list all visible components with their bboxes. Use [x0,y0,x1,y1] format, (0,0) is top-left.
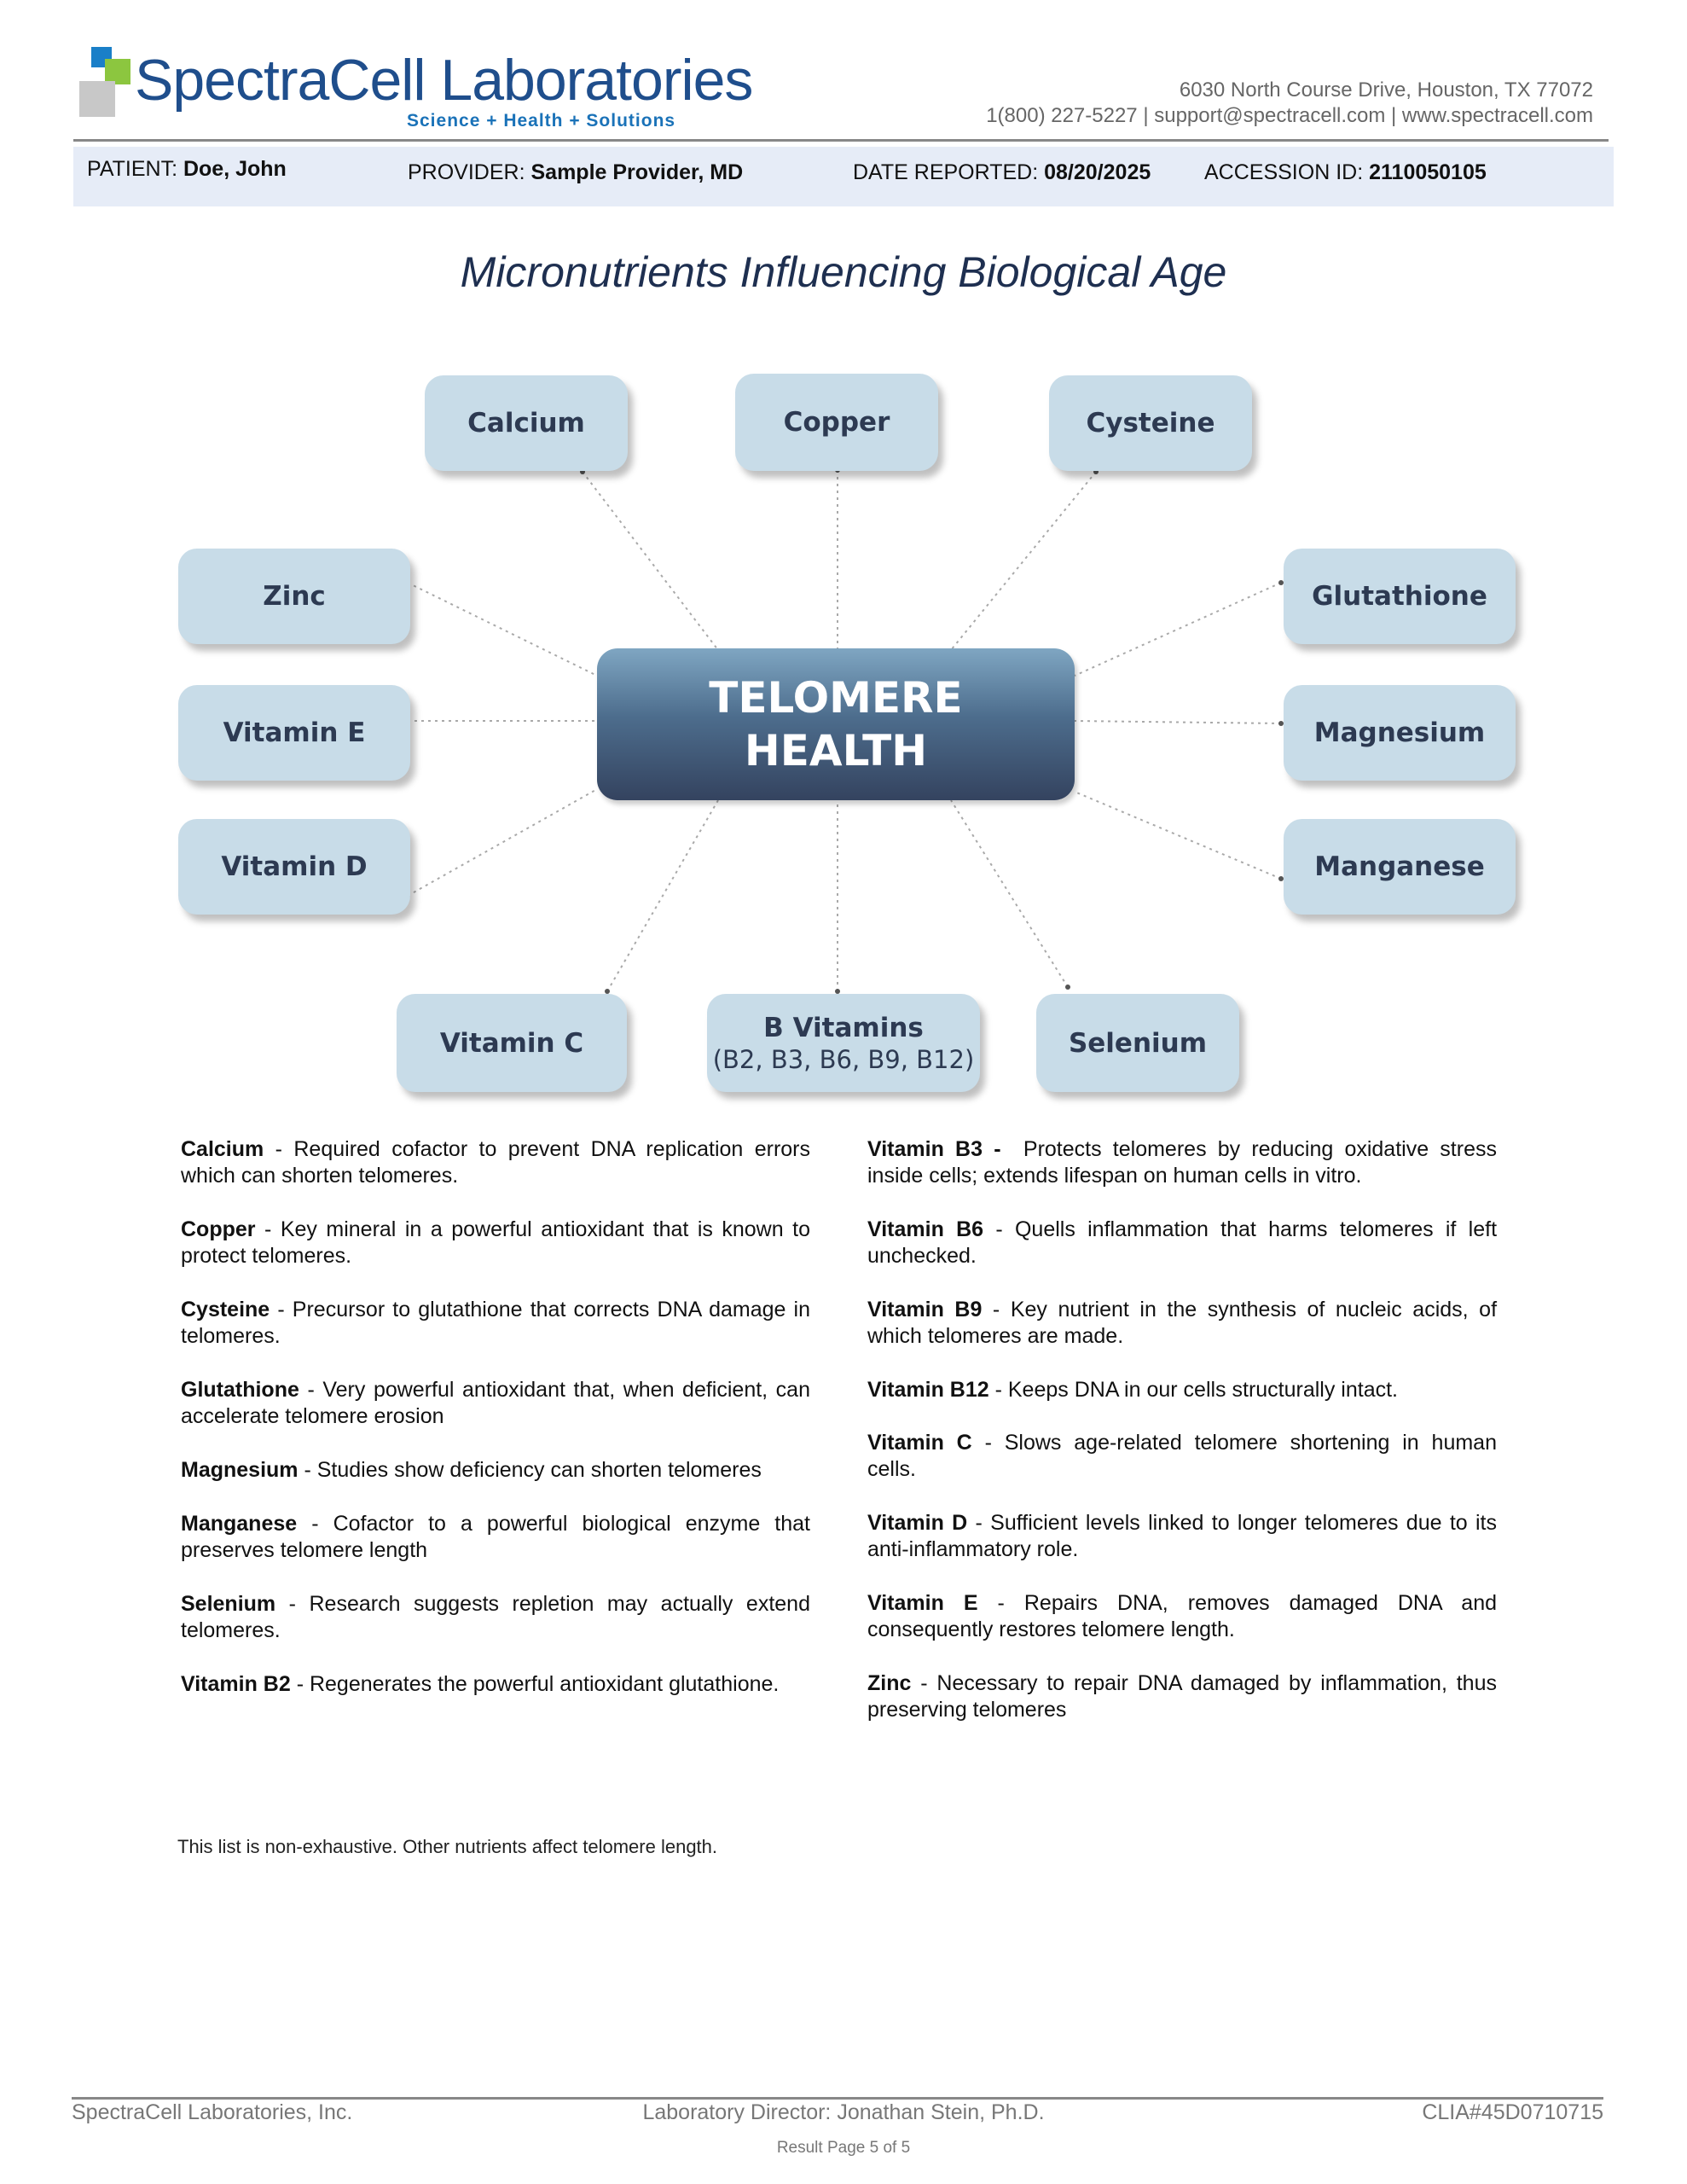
node-manganese: Manganese [1284,819,1516,915]
description-selenium: Selenium - Research suggests repletion may actually extend telomeres. [181,1592,810,1642]
description-vitamin-b2: Vitamin B2 - Regenerates the powerful antioxidant glutathione. [181,1672,780,1696]
description-vitamin-b6: Vitamin B6 - Quells inflammation that harms telomeres if left unchecked. [867,1217,1498,1268]
accession-id-label: ACCESSION ID: [1204,160,1364,184]
node-vitamin-e: Vitamin E [178,685,410,781]
provider-name: Sample Provider, MD [530,160,744,184]
description-magnesium: Magnesium - Studies show deficiency can shorten telomeres [181,1458,762,1482]
node-b-vitamins [707,994,980,1092]
patient-field [87,157,287,182]
footer-company: SpectraCell Laboratories, Inc. [72,2100,353,2124]
company-tagline: Science + Health + Solutions [407,111,676,131]
company-contact: 1(800) 227-5227 | support@spectracell.com | www.spectracell.com [986,104,1593,127]
provider-field [408,160,743,185]
node-copper: Copper [735,374,938,471]
footer-director: Laboratory Director: Jonathan Stein, Ph.D. [642,2100,1045,2124]
center-node-telomere-health [597,648,1075,800]
company-address: 6030 North Course Drive, Houston, TX 77072 [1179,78,1593,102]
description-calcium: Calcium - Required cofactor to prevent DNA replication errors which can shorten telomeres. [181,1137,810,1188]
date-reported-field [853,160,1151,185]
node-b-vitamins-list: (B2, B3, B6, B9, B12) [712,1044,975,1074]
accession-id-value: 2110050105 [1369,160,1487,184]
date-reported-value: 08/20/2025 [1044,160,1151,184]
patient-info-bar [73,147,1614,206]
description-zinc: Zinc - Necessary to repair DNA damaged by inflammation, thus preserving telomeres [867,1671,1497,1722]
node-magnesium: Magnesium [1284,685,1516,781]
description-vitamin-b9: Vitamin B9 - Key nutrient in the synthesis of nucleic acids, of which telomeres are made. [867,1298,1498,1348]
center-line-1: TELOMERE [709,673,963,723]
description-vitamin-b12: Vitamin B12 - Keeps DNA in our cells structurally intact. [867,1378,1399,1402]
node-glutathione: Glutathione [1284,549,1516,644]
node-vitamin-c: Vitamin C [397,994,627,1092]
description-vitamin-d: Vitamin D - Sufficient levels linked to longer telomeres due to its anti-inflammatory role. [867,1511,1497,1561]
description-copper: Copper - Key mineral in a powerful antioxidant that is known to protect telomeres. [181,1217,810,1268]
page-number: Result Page 5 of 5 [776,2139,911,2157]
node-selenium: Selenium [1036,994,1239,1092]
date-reported-label: DATE REPORTED: [853,160,1039,184]
logo-mark-icon [79,47,130,117]
node-cysteine: Cysteine [1049,375,1252,471]
descriptions-right-column [867,1136,1503,1751]
header-divider [73,139,1609,142]
node-zinc: Zinc [178,549,410,644]
node-vitamin-d: Vitamin D [178,819,410,915]
footer-clia: CLIA#45D0710715 [1422,2100,1603,2124]
page-title: Micronutrients Influencing Biological Age [460,248,1227,296]
patient-name: Doe, John [183,157,287,181]
provider-label: PROVIDER: [408,160,525,184]
description-vitamin-e: Vitamin E - Repairs DNA, removes damaged DNA and consequently restores telomere length. [867,1591,1497,1641]
descriptions-left-column [181,1136,810,1725]
description-vitamin-b3: Vitamin B3 - Protects telomeres by reducing oxidative stress inside cells; extends lifespan on human cells in vitro. [867,1137,1503,1188]
disclaimer-note: This list is non-exhaustive. Other nutrients affect telomere length. [177,1836,718,1857]
telomere-diagram [0,341,1687,1109]
node-calcium: Calcium [425,375,628,471]
center-line-2: HEALTH [744,726,928,775]
accession-id-field [1204,160,1487,185]
footer-divider [72,2097,1603,2100]
company-logo-text: SpectraCell Laboratories [135,48,753,113]
description-glutathione: Glutathione - Very powerful antioxidant that, when deficient, can accelerate telomere erosion [181,1378,810,1428]
description-manganese: Manganese - Cofactor to a powerful biological enzyme that preserves telomere length [181,1512,810,1562]
patient-label: PATIENT: [87,157,178,181]
description-vitamin-c: Vitamin C - Slows age-related telomere shortening in human cells. [867,1431,1497,1481]
node-b-vitamins-title: B Vitamins [763,1012,924,1043]
description-cysteine: Cysteine - Precursor to glutathione that corrects DNA damage in telomeres. [181,1298,810,1348]
